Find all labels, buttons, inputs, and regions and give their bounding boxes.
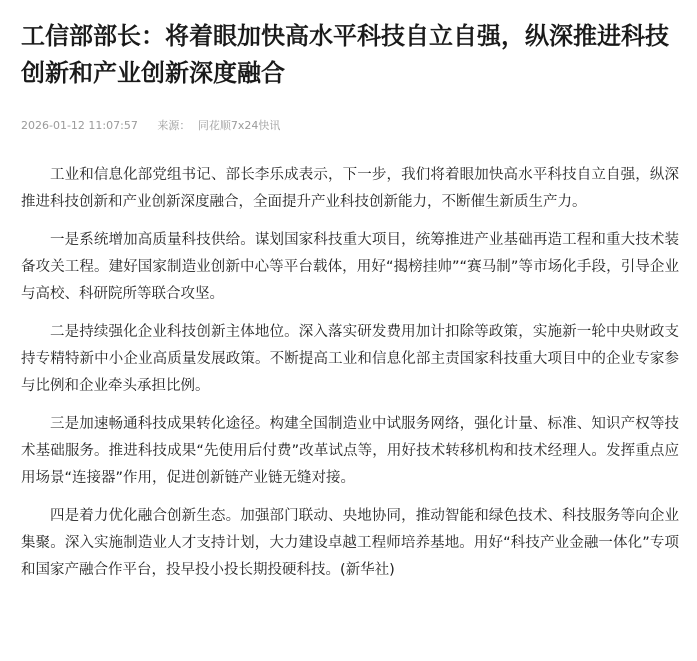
- source-value: 同花顺7x24快讯: [197, 119, 281, 132]
- article-title: 工信部部长：将着眼加快高水平科技自立自强，纵深推进科技创新和产业创新深度融合: [21, 22, 669, 87]
- article-paragraph-2: 一是系统增加高质量科技供给。谋划国家科技重大项目，统筹推进产业基础再造工程和重大技术装备攻关工程。建好国家制造业创新中心等平台载体，用好“揭榜挂帅”“赛马制”等市场化手段，引导企业与高校、科研院所等联合攻坚。: [21, 232, 679, 302]
- article-paragraph-4: 三是加速畅通科技成果转化途径。构建全国制造业中试服务网络，强化计量、标准、知识产权等技术基础服务。推进科技成果“先使用后付费”改革试点等，用好技术转移机构和技术经理人。发挥重点应用场景“连接器”作用，促进创新链产业链无缝对接。: [21, 416, 679, 486]
- article-body: [21, 162, 679, 584]
- article-paragraph-1: 工业和信息化部党组书记、部长李乐成表示，下一步，我们将着眼加快高水平科技自立自强，纵深推进科技创新和产业创新深度融合，全面提升产业科技创新能力，不断催生新质生产力。: [21, 167, 679, 210]
- publish-datetime: 2026-01-12 11:07:57: [21, 119, 138, 132]
- article-meta: [21, 118, 679, 134]
- source-label: 来源：: [157, 119, 191, 132]
- article-paragraph-5: 四是着力优化融合创新生态。加强部门联动、央地协同，推动智能和绿色技术、科技服务等向企业集聚。深入实施制造业人才支持计划，大力建设卓越工程师培养基地。用好“科技产业金融一体化”专项和国家产融合作平台，投早投小投长期投硬科技。(新华社): [21, 508, 679, 578]
- article-paragraph-3: 二是持续强化企业科技创新主体地位。深入落实研发费用加计扣除等政策，实施新一轮中央财政支持专精特新中小企业高质量发展政策。不断提高工业和信息化部主责国家科技重大项目中的企业专家参与比例和企业牵头承担比例。: [21, 324, 679, 394]
